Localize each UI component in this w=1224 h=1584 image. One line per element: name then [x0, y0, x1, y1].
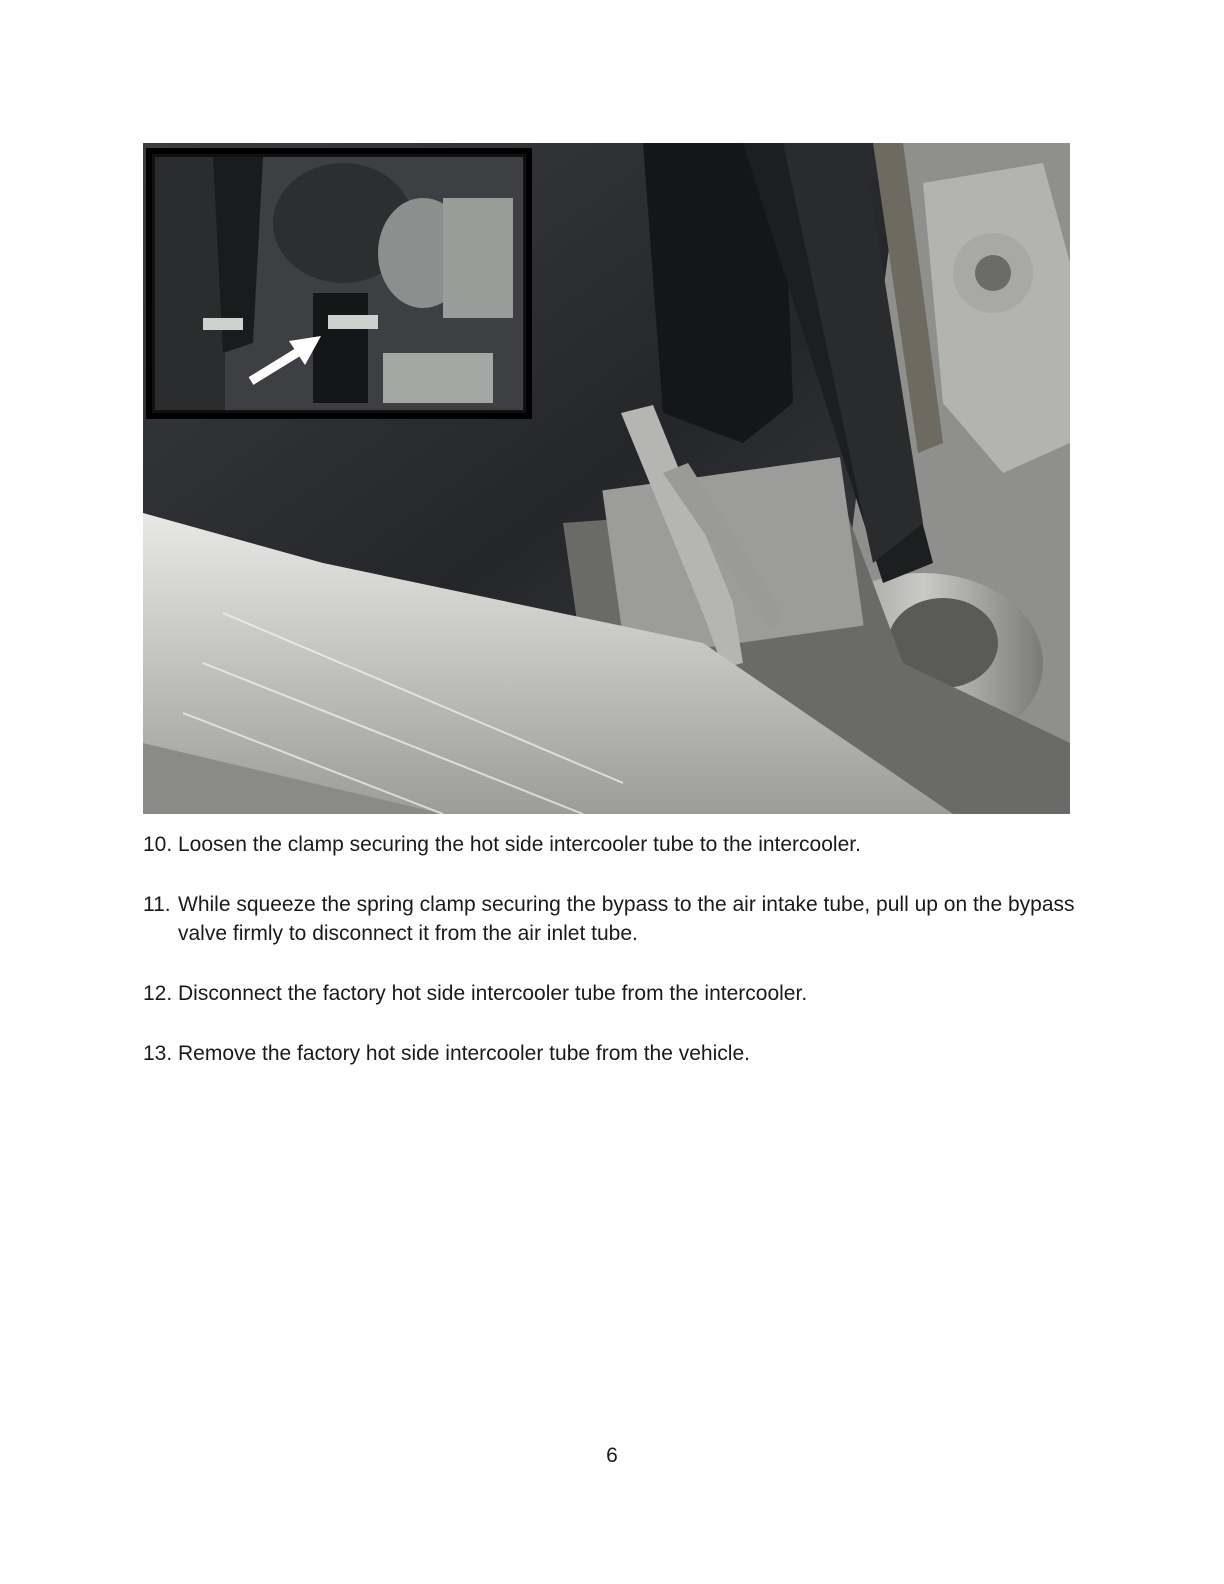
instruction-list	[143, 830, 1083, 1099]
step-text: Loosen the clamp securing the hot side intercooler tube to the intercooler.	[178, 833, 861, 856]
step-number: 10.	[143, 833, 173, 856]
bypass-valve-closeup	[155, 157, 523, 410]
list-item	[143, 979, 1083, 1008]
step-number: 11.	[143, 893, 171, 916]
step-number: 12.	[143, 982, 173, 1005]
page-number: 6	[606, 1444, 618, 1467]
step-text: Remove the factory hot side intercooler tube from the vehicle.	[178, 1042, 750, 1065]
list-item	[143, 890, 1083, 948]
list-item	[143, 1039, 1083, 1068]
list-item	[143, 830, 1083, 859]
step-text: Disconnect the factory hot side intercooler tube from the intercooler.	[178, 982, 808, 1005]
step-text: While squeeze the spring clamp securing the bypass to the air intake tube, pull up on the bypass valve firmly to disconnect it from the air inlet tube.	[178, 893, 1075, 945]
step-number: 13.	[143, 1042, 173, 1065]
engine-bay-photo	[143, 143, 1070, 814]
